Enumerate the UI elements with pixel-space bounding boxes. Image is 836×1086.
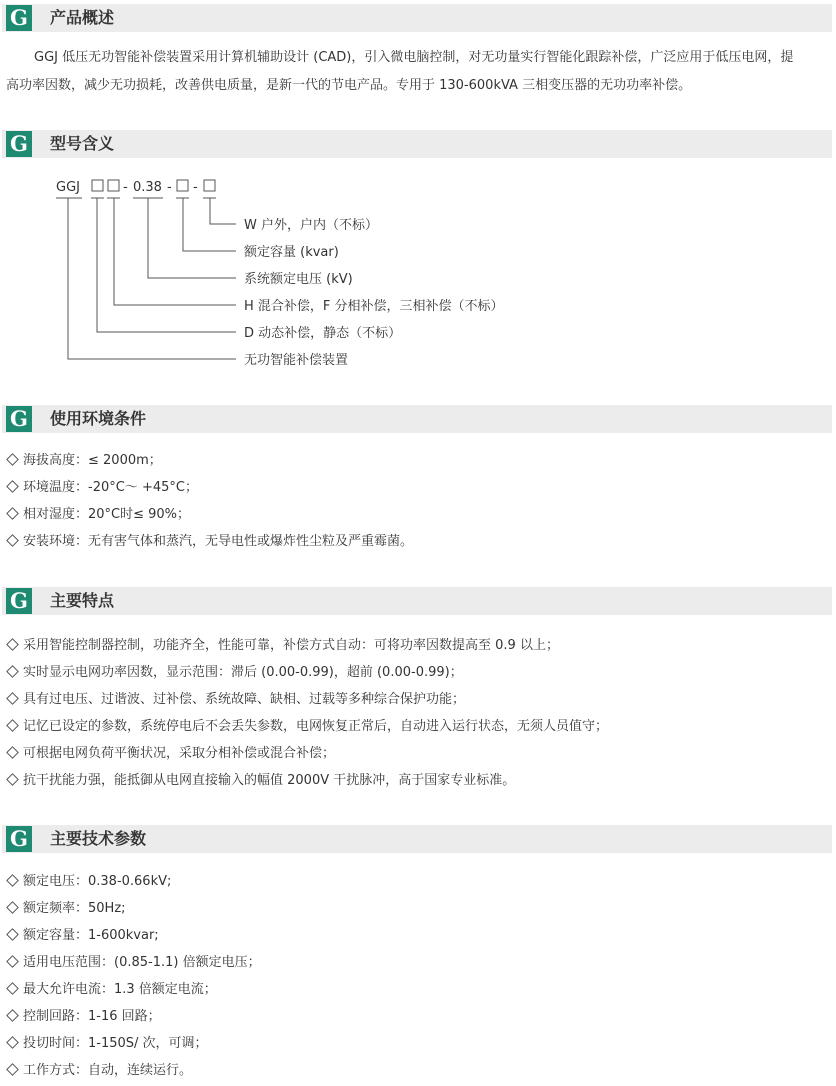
list-item: 安装环境：无有害气体和蒸汽，无导电性或爆炸性尘粒及严重霉菌。 <box>6 528 826 555</box>
model-placeholder-box <box>204 180 215 191</box>
diamond-bullet-icon <box>6 692 19 705</box>
g-logo-icon: G <box>6 406 32 432</box>
model-placeholder-box <box>108 180 119 191</box>
list-item: 工作方式：自动，连续运行。 <box>6 1057 826 1084</box>
model-separator: - <box>167 180 172 195</box>
diamond-bullet-icon <box>6 955 19 968</box>
section-header-specs <box>2 825 832 853</box>
model-label: D 动态补偿，静态（不标） <box>244 326 402 341</box>
section-header-environment <box>2 405 832 433</box>
model-placeholder-box <box>92 180 103 191</box>
section-header-features <box>2 587 832 615</box>
g-logo-icon: G <box>6 588 32 614</box>
environment-list <box>6 447 826 555</box>
list-item: 控制回路：1-16 回路； <box>6 1003 826 1030</box>
g-logo-icon: G <box>6 5 32 31</box>
model-separator: - <box>193 180 198 195</box>
model-designation-diagram <box>0 172 560 377</box>
model-label: 无功智能补偿装置 <box>244 353 349 368</box>
list-item: 额定电压：0.38-0.66kV; <box>6 868 826 895</box>
diamond-bullet-icon <box>6 453 19 466</box>
leader-line <box>210 198 236 224</box>
leader-line <box>97 198 236 332</box>
list-item: 额定容量：1-600kvar; <box>6 922 826 949</box>
model-placeholder-box <box>177 180 188 191</box>
list-item: 抗干扰能力强，能抵御从电网直接输入的幅值 2000V 干扰脉冲，高于国家专业标准。 <box>6 767 826 794</box>
model-label: W 户外，户内（不标） <box>244 218 378 233</box>
section-title: 型号含义 <box>50 134 115 153</box>
list-item: 额定频率：50Hz; <box>6 895 826 922</box>
g-logo-icon: G <box>6 826 32 852</box>
features-list <box>6 632 826 794</box>
list-item: 采用智能控制器控制，功能齐全，性能可靠，补偿方式自动：可将功率因数提高至 0.9 以上； <box>6 632 826 659</box>
diamond-bullet-icon <box>6 1009 19 1022</box>
section-title: 使用环境条件 <box>50 409 147 428</box>
model-label: H 混合补偿，F 分相补偿，三相补偿（不标） <box>244 299 504 314</box>
list-item: 适用电压范围：(0.85-1.1) 倍额定电压； <box>6 949 826 976</box>
model-label: 额定容量 (kvar) <box>244 245 339 260</box>
list-item: 具有过电压、过谐波、过补偿、系统故障、缺相、过载等多种综合保护功能； <box>6 686 826 713</box>
model-voltage: 0.38 <box>133 180 162 195</box>
section-title: 主要特点 <box>50 591 115 610</box>
diamond-bullet-icon <box>6 928 19 941</box>
overview-line: 高功率因数，减少无功损耗，改善供电质量，是新一代的节电产品。专用于 130-600kVA 三相变压器的无功功率补偿。 <box>6 78 692 93</box>
diamond-bullet-icon <box>6 480 19 493</box>
diamond-bullet-icon <box>6 982 19 995</box>
diamond-bullet-icon <box>6 534 19 547</box>
list-item: 环境温度：-20°C～ +45°C； <box>6 474 826 501</box>
diamond-bullet-icon <box>6 1063 19 1076</box>
diamond-bullet-icon <box>6 1036 19 1049</box>
section-title: 主要技术参数 <box>50 829 147 848</box>
list-item: 海拔高度：≤ 2000m； <box>6 447 826 474</box>
diamond-bullet-icon <box>6 746 19 759</box>
section-header-overview <box>2 4 832 32</box>
overview-line: GGJ 低压无功智能补偿装置采用计算机辅助设计 (CAD)，引入微电脑控制，对无功量实行智能化跟踪补偿，广泛应用于低压电网，提 <box>34 50 794 65</box>
specs-list <box>6 868 826 1084</box>
section-title: 产品概述 <box>50 8 115 27</box>
diamond-bullet-icon <box>6 901 19 914</box>
model-separator: - <box>123 180 128 195</box>
list-item: 实时显示电网功率因数，显示范围：滞后 (0.00-0.99)，超前 (0.00-0.99)； <box>6 659 826 686</box>
diamond-bullet-icon <box>6 773 19 786</box>
overview-paragraph <box>6 44 832 100</box>
diamond-bullet-icon <box>6 638 19 651</box>
list-item: 记忆已设定的参数，系统停电后不会丢失参数，电网恢复正常后，自动进入运行状态，无须人员值守； <box>6 713 826 740</box>
list-item: 投切时间：1-150S/ 次，可调； <box>6 1030 826 1057</box>
section-header-model <box>2 130 832 158</box>
leader-line <box>148 198 236 278</box>
list-item: 可根据电网负荷平衡状况，采取分相补偿或混合补偿； <box>6 740 826 767</box>
list-item: 最大允许电流：1.3 倍额定电流； <box>6 976 826 1003</box>
model-prefix: GGJ <box>56 180 80 195</box>
diamond-bullet-icon <box>6 719 19 732</box>
diamond-bullet-icon <box>6 874 19 887</box>
model-label: 系统额定电压 (kV) <box>244 272 353 287</box>
g-logo-icon: G <box>6 131 32 157</box>
diamond-bullet-icon <box>6 507 19 520</box>
list-item: 相对湿度：20°C时≤ 90%； <box>6 501 826 528</box>
diamond-bullet-icon <box>6 665 19 678</box>
